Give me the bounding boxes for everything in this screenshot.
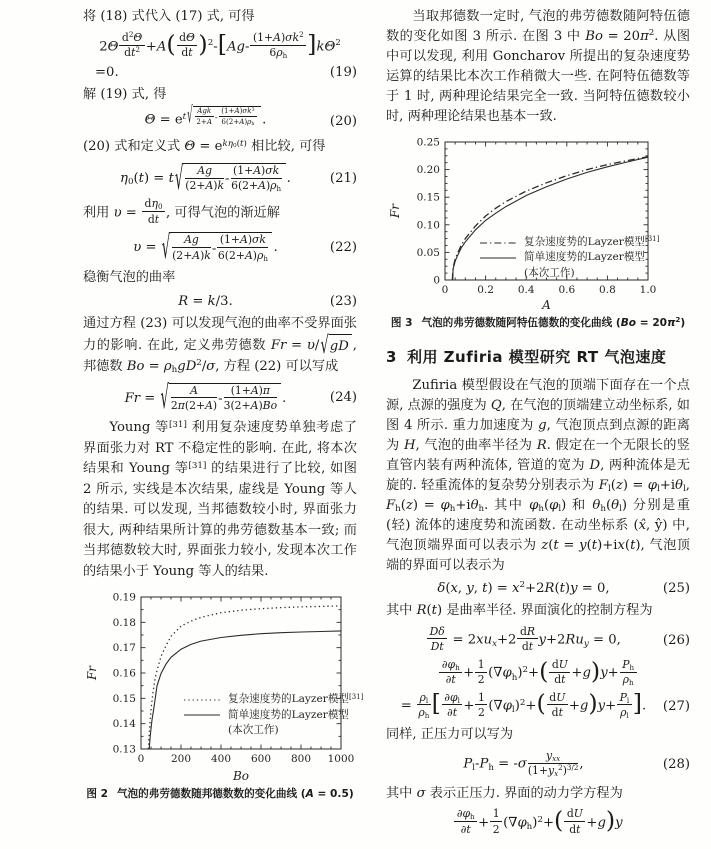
legend-label: 复杂速度势的Layzer模型[31] [228, 692, 364, 706]
equation-24-number: (24) [329, 390, 357, 406]
equation-20 [83, 103, 357, 132]
legend-line-sample [183, 696, 221, 704]
equation-20-body: $\Theta = e^{t √ Agk 2+A - \frac{(1+A)\sigma k^3}{6(2+A)\rho_h}}$ . [144, 103, 267, 131]
legend-entry [183, 692, 363, 707]
young-paragraph: Young 等[31] 利用复杂速度势单独考虑了界面张力对 RT 不稳定性的影响. 在此, 将本次结果和 Young 等[31] 的结果进行了比较, 如图 2 所示, 实线是本次结果, 虚线是 Young 等人的结果. 可以发现, 当邦德数较小时, 界面张力很大, 两种结果所计算的弗劳德数基本一致; 而当邦德数较大时, 界面张力较小, 发现本次工作的结果小于 Young 等人的结果. [83, 419, 357, 579]
equation-27 [386, 659, 690, 720]
svg-text:0.25: 0.25 [416, 136, 440, 149]
bond-paragraph: 当取邦德数一定时, 气泡的弗劳德数随阿特伍德数的变化如图 3 所示. 在图 3 中 $Bo = 20\pi^2$. 从图中可以发现, 利用 Goncharov 所提出的复杂速度势运算的结果比本次工作稍微大一些. 在阿特伍德数等于 1 时, 两种理论结果完全一致. 当阿特伍德数较小时, 两种理论结果也基本一致. [386, 9, 691, 124]
use-line: 利用 υ = $\frac{d\eta_0}{dt}$ , 可得气泡的渐近解 [83, 197, 280, 226]
sigma-line: 其中 σ 表示正压力. 界面的动力学方程为 [386, 785, 623, 801]
svg-text:0.8: 0.8 [599, 284, 616, 296]
figure-2-label: 图 2 [86, 788, 108, 801]
figure-2-plot [83, 591, 364, 784]
figure-3-label: 图 3 [390, 317, 413, 329]
equation-29-partial [386, 806, 690, 837]
legend-label: 简单速度势的Layzer模型 [524, 251, 646, 264]
equation-22-number: (22) [329, 240, 357, 256]
right-column [386, 7, 690, 842]
svg-text:800: 800 [290, 753, 312, 766]
equation-24-body: Fr = √ $\frac{A}{2\pi(2+A)}$ - $\frac{(1+A)\pi}{3(2+A)Bo}$ . [124, 381, 287, 418]
section-3-title: 利用 Zufiria 模型研究 RT 气泡速度 [406, 348, 667, 366]
legend-line-sample [479, 254, 517, 262]
chart-legend [479, 235, 659, 281]
figure-2-caption [83, 786, 357, 801]
svg-text:0.15: 0.15 [416, 191, 440, 204]
equation-28 [386, 750, 690, 778]
svg-text:1000: 1000 [327, 753, 355, 766]
svg-text:Fr: Fr [388, 203, 402, 219]
section-3-heading [386, 346, 690, 367]
equation-19-line2: =0. [95, 64, 119, 80]
svg-text:0.14: 0.14 [112, 718, 136, 731]
legend-entry [479, 250, 659, 265]
svg-text:0.2: 0.2 [477, 284, 494, 296]
radius-line: 其中 R(t) 是曲率半径. 界面演化的控制方程为 [386, 603, 653, 618]
equation-26 [386, 626, 690, 654]
svg-text:600: 600 [250, 753, 272, 766]
equation-28-body: $P_l-P_h = -\sigma$ $y_{xx}$ $(1+y_x^2)^{3/2}$ , [463, 748, 584, 779]
legend-entry-second-line [183, 723, 363, 738]
figure-3 [386, 136, 690, 330]
svg-text:200: 200 [170, 753, 192, 766]
froude-paragraph: 通过方程 (23) 可以发现气泡的曲率不受界面张力的影响. 在此, 定义弗劳德数 Fr = υ/ √ gD , 邦德数 $Bo = \rho_hgD^2/\sigma$, 方程 (22) 可以写成 [83, 315, 357, 376]
svg-text:0.10: 0.10 [416, 219, 440, 232]
legend-entry-second-line [479, 266, 659, 281]
equation-22 [83, 231, 357, 268]
equation-26-number: (26) [662, 632, 690, 648]
equation-27-number: (27) [662, 698, 690, 714]
svg-text:0.20: 0.20 [416, 164, 440, 177]
svg-text:0.05: 0.05 [416, 246, 440, 259]
compare-line: (20) 式和定义式 $\Theta = e^{k\eta_0(t)}$ 相比较, 可得 [83, 138, 326, 155]
equation-19 [83, 30, 357, 80]
zufiria-paragraph: Zufiria 模型假设在气泡的顶端下面存在一个点源, 点源的强度为 Q, 在气泡的顶端建立动坐标系, 如图 4 所示. 重力加速度为 g, 气泡顶点到点源的距离为 H, 气泡的曲率半径为 R. 假定在一个无限长的竖直管内装有两种流体, 管道的宽为 D, 两种流体是无旋的. 轻重流体的复杂势分别表示为 $F_l(z) = \varphi_l+i\theta_l$, $F_h(z) = \varphi_h+i\theta_h$. 其中 $\varphi_h(\varphi_l)$ 和 $\theta_h(\theta_l)$ 分别是重 (轻) 流体的速度势和流函数. 在动坐标系 (x̂, ŷ) 中, 气泡顶端界面可以表示为 z(t = y(t)+ix(t), 气泡顶端的界面可以表示为 [386, 378, 690, 573]
svg-text:0: 0 [137, 753, 145, 766]
legend-entry [183, 708, 363, 723]
equation-23-body: R = k/3. [178, 293, 233, 309]
equation-23-number: (23) [329, 293, 357, 309]
legend-label: (本次工作) [228, 724, 279, 737]
equation-24 [83, 381, 357, 418]
equation-19-number: (19) [329, 64, 357, 80]
left-column [83, 7, 364, 801]
equation-19-line1: 2Θ $\frac{d^2\Theta}{dt^2}$ +A( $\frac{d\Theta}{dt}$ )$^2$-[Ag- $\frac{(1+A)\sigma k^2}{6\rho_h}$ ]$k\Theta^2$ [99, 30, 341, 61]
curvature-line: 稳衡气泡的曲率 [83, 270, 176, 286]
svg-text:0.15: 0.15 [112, 693, 136, 706]
equation-27-line2: = $\frac{\rho_l}{\rho_h}$ [ $\frac{\partial\varphi_l}{\partial t}$ + $\frac{1}{2}$ $(\nabla\varphi_l)^2+$( $\frac{dU}{dt}$ +g)y+ $\frac{P_l}{\rho_l}$ ]. [400, 689, 647, 720]
chart-legend [183, 692, 363, 738]
figure-2 [83, 591, 364, 801]
figure-3-plot [386, 136, 690, 312]
svg-text:0.18: 0.18 [112, 617, 136, 630]
legend-label: (本次工作) [524, 266, 575, 279]
svg-text:0: 0 [433, 274, 440, 287]
equation-27-line1: $\frac{\partial\varphi_h}{\partial t}$ + $\frac{1}{2}$ $(\nabla\varphi_h)^2+$( $\frac{dU}{dt}$ +g)y+ $\frac{P_h}{\rho_h}$ [386, 659, 690, 687]
section-3-number: 3 [386, 348, 397, 366]
equation-21 [83, 161, 357, 199]
svg-text:A: A [542, 298, 551, 312]
equation-23 [83, 294, 357, 309]
solve-line: 解 (19) 式, 得 [83, 86, 167, 102]
equation-28-number: (28) [662, 756, 690, 772]
svg-text:Fr: Fr [85, 666, 99, 681]
pressure-line: 同样, 正压力可以写为 [386, 727, 514, 743]
figure-2-caption-text: 气泡的弗劳德数随邦德数数的变化曲线 (A = 0.5) [116, 788, 354, 801]
svg-text:0.6: 0.6 [558, 284, 576, 296]
equation-21-body: $\eta_0(t) = t$ √ $\frac{Ag}{(2+A)k}$ - $\frac{(1+A)\sigma k}{6(2+A)\rho_h}$ . [120, 161, 291, 199]
equation-29-body: $\frac{\partial\varphi_h}{\partial t}$ + $\frac{1}{2}$ $(\nabla\varphi_h)^2+$( $\frac{dU}{dt}$ +g)y [386, 809, 690, 837]
equation-21-number: (21) [329, 170, 357, 186]
equation-22-body: υ = √ $\frac{Ag}{(2+A)k}$ - $\frac{(1+A)\sigma k}{6(2+A)\rho_h}$ . [133, 231, 278, 268]
svg-text:400: 400 [210, 753, 232, 766]
figure-3-caption [386, 315, 690, 330]
svg-text:Bo: Bo [232, 769, 250, 784]
equation-25-number: (25) [662, 581, 690, 596]
equation-20-number: (20) [329, 113, 357, 129]
svg-text:0.17: 0.17 [112, 642, 136, 655]
lead-in-text: 将 (18) 式代入 (17) 式, 可得 [83, 9, 255, 24]
figure-3-caption-text: 气泡的弗劳德数随阿特伍德数的变化曲线 $(Bo = 20\pi^2)$ [421, 316, 686, 329]
legend-line-sample [183, 711, 221, 719]
svg-text:0.13: 0.13 [112, 743, 136, 756]
svg-text:1.0: 1.0 [639, 284, 657, 296]
legend-entry [479, 235, 659, 250]
svg-text:0: 0 [441, 284, 449, 296]
legend-label: 简单速度势的Layzer模型 [228, 708, 350, 721]
svg-text:0.4: 0.4 [517, 284, 535, 296]
legend-label: 复杂速度势的Layzer模型[31] [524, 235, 660, 248]
equation-25-body: δ(x, y, $t) = x^2+2R(t)y = 0$, [437, 580, 610, 596]
legend-line-sample [479, 239, 517, 247]
svg-text:0.16: 0.16 [112, 667, 136, 680]
svg-text:0.19: 0.19 [112, 591, 136, 604]
equation-26-body: $\frac{D\delta}{Dt}$ = $2xu_x+2$ $\frac{dR}{dt}$ $y+2Ru_y = 0$, [386, 626, 661, 654]
equation-25 [386, 581, 690, 596]
